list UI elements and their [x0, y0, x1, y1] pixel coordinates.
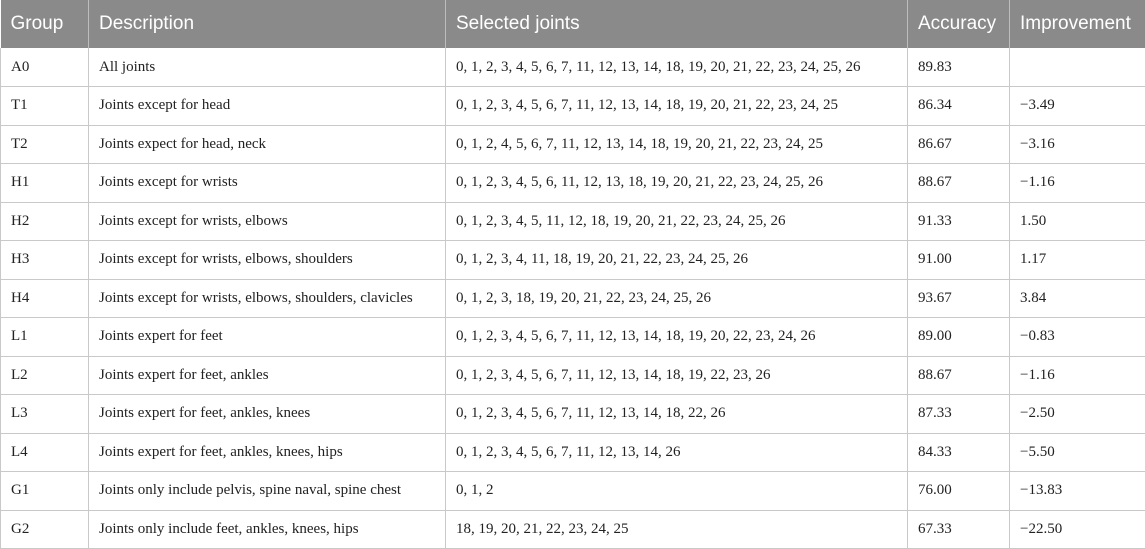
cell-accuracy: 87.33 — [908, 395, 1010, 434]
cell-improvement: −5.50 — [1010, 433, 1145, 472]
header-group: Group — [1, 0, 89, 48]
table-row — [1, 395, 1145, 434]
cell-accuracy: 89.00 — [908, 318, 1010, 357]
cell-group: L4 — [1, 433, 89, 472]
table-row — [1, 433, 1145, 472]
table-row — [1, 510, 1145, 549]
cell-description: Joints only include feet, ankles, knees, hips — [89, 510, 446, 549]
cell-accuracy: 67.33 — [908, 510, 1010, 549]
cell-group: H2 — [1, 202, 89, 241]
cell-selected-joints: 0, 1, 2, 3, 4, 5, 6, 7, 11, 12, 13, 14, 26 — [446, 433, 908, 472]
cell-group: T1 — [1, 87, 89, 126]
cell-selected-joints: 0, 1, 2, 3, 4, 5, 6, 7, 11, 12, 13, 14, 18, 19, 20, 21, 22, 23, 24, 25, 26 — [446, 48, 908, 87]
header-description: Description — [89, 0, 446, 48]
cell-description: Joints except for wrists — [89, 164, 446, 203]
cell-accuracy: 93.67 — [908, 279, 1010, 318]
header-improvement: Improvement — [1010, 0, 1145, 48]
cell-group: T2 — [1, 125, 89, 164]
header-selected-joints: Selected joints — [446, 0, 908, 48]
cell-improvement: −2.50 — [1010, 395, 1145, 434]
cell-accuracy: 84.33 — [908, 433, 1010, 472]
cell-description: Joints expect for head, neck — [89, 125, 446, 164]
cell-accuracy: 76.00 — [908, 472, 1010, 511]
cell-description: Joints only include pelvis, spine naval, spine chest — [89, 472, 446, 511]
cell-group: H1 — [1, 164, 89, 203]
table-row — [1, 472, 1145, 511]
cell-improvement: −0.83 — [1010, 318, 1145, 357]
cell-improvement: −22.50 — [1010, 510, 1145, 549]
cell-group: G2 — [1, 510, 89, 549]
table-row — [1, 318, 1145, 357]
cell-selected-joints: 0, 1, 2, 3, 18, 19, 20, 21, 22, 23, 24, 25, 26 — [446, 279, 908, 318]
table-row — [1, 202, 1145, 241]
table-row — [1, 164, 1145, 203]
cell-selected-joints: 0, 1, 2, 4, 5, 6, 7, 11, 12, 13, 14, 18, 19, 20, 21, 22, 23, 24, 25 — [446, 125, 908, 164]
cell-description: Joints expert for feet — [89, 318, 446, 357]
cell-accuracy: 89.83 — [908, 48, 1010, 87]
table-row — [1, 356, 1145, 395]
cell-description: Joints expert for feet, ankles — [89, 356, 446, 395]
cell-group: L1 — [1, 318, 89, 357]
cell-selected-joints: 0, 1, 2 — [446, 472, 908, 511]
cell-description: Joints except for wrists, elbows, shoulders, clavicles — [89, 279, 446, 318]
cell-selected-joints: 0, 1, 2, 3, 4, 5, 11, 12, 18, 19, 20, 21, 22, 23, 24, 25, 26 — [446, 202, 908, 241]
table-row — [1, 241, 1145, 280]
cell-group: H3 — [1, 241, 89, 280]
cell-accuracy: 86.67 — [908, 125, 1010, 164]
cell-improvement: 1.50 — [1010, 202, 1145, 241]
cell-accuracy: 91.33 — [908, 202, 1010, 241]
cell-accuracy: 88.67 — [908, 356, 1010, 395]
cell-improvement: 3.84 — [1010, 279, 1145, 318]
cell-accuracy: 88.67 — [908, 164, 1010, 203]
cell-description: Joints expert for feet, ankles, knees, hips — [89, 433, 446, 472]
cell-improvement — [1010, 48, 1145, 87]
cell-selected-joints: 0, 1, 2, 3, 4, 5, 6, 7, 11, 12, 13, 14, 18, 19, 20, 22, 23, 24, 26 — [446, 318, 908, 357]
table-row — [1, 87, 1145, 126]
cell-improvement: −1.16 — [1010, 356, 1145, 395]
cell-group: L3 — [1, 395, 89, 434]
cell-selected-joints: 0, 1, 2, 3, 4, 5, 6, 7, 11, 12, 13, 14, 18, 22, 26 — [446, 395, 908, 434]
cell-group: G1 — [1, 472, 89, 511]
cell-accuracy: 91.00 — [908, 241, 1010, 280]
table-body — [1, 48, 1145, 549]
table-row — [1, 125, 1145, 164]
cell-description: Joints except for wrists, elbows, shoulders — [89, 241, 446, 280]
cell-group: L2 — [1, 356, 89, 395]
table-row — [1, 48, 1145, 87]
cell-selected-joints: 18, 19, 20, 21, 22, 23, 24, 25 — [446, 510, 908, 549]
cell-selected-joints: 0, 1, 2, 3, 4, 11, 18, 19, 20, 21, 22, 23, 24, 25, 26 — [446, 241, 908, 280]
cell-group: H4 — [1, 279, 89, 318]
cell-improvement: −3.49 — [1010, 87, 1145, 126]
cell-improvement: −1.16 — [1010, 164, 1145, 203]
cell-description: Joints except for head — [89, 87, 446, 126]
cell-selected-joints: 0, 1, 2, 3, 4, 5, 6, 11, 12, 13, 18, 19, 20, 21, 22, 23, 24, 25, 26 — [446, 164, 908, 203]
cell-accuracy: 86.34 — [908, 87, 1010, 126]
cell-group: A0 — [1, 48, 89, 87]
cell-description: Joints except for wrists, elbows — [89, 202, 446, 241]
cell-description: All joints — [89, 48, 446, 87]
cell-selected-joints: 0, 1, 2, 3, 4, 5, 6, 7, 11, 12, 13, 14, 18, 19, 22, 23, 26 — [446, 356, 908, 395]
cell-improvement: −13.83 — [1010, 472, 1145, 511]
header-row — [1, 0, 1145, 48]
cell-selected-joints: 0, 1, 2, 3, 4, 5, 6, 7, 11, 12, 13, 14, 18, 19, 20, 21, 22, 23, 24, 25 — [446, 87, 908, 126]
cell-description: Joints expert for feet, ankles, knees — [89, 395, 446, 434]
cell-improvement: 1.17 — [1010, 241, 1145, 280]
cell-improvement: −3.16 — [1010, 125, 1145, 164]
header-accuracy: Accuracy — [908, 0, 1010, 48]
table-row — [1, 279, 1145, 318]
table-header — [1, 0, 1145, 48]
